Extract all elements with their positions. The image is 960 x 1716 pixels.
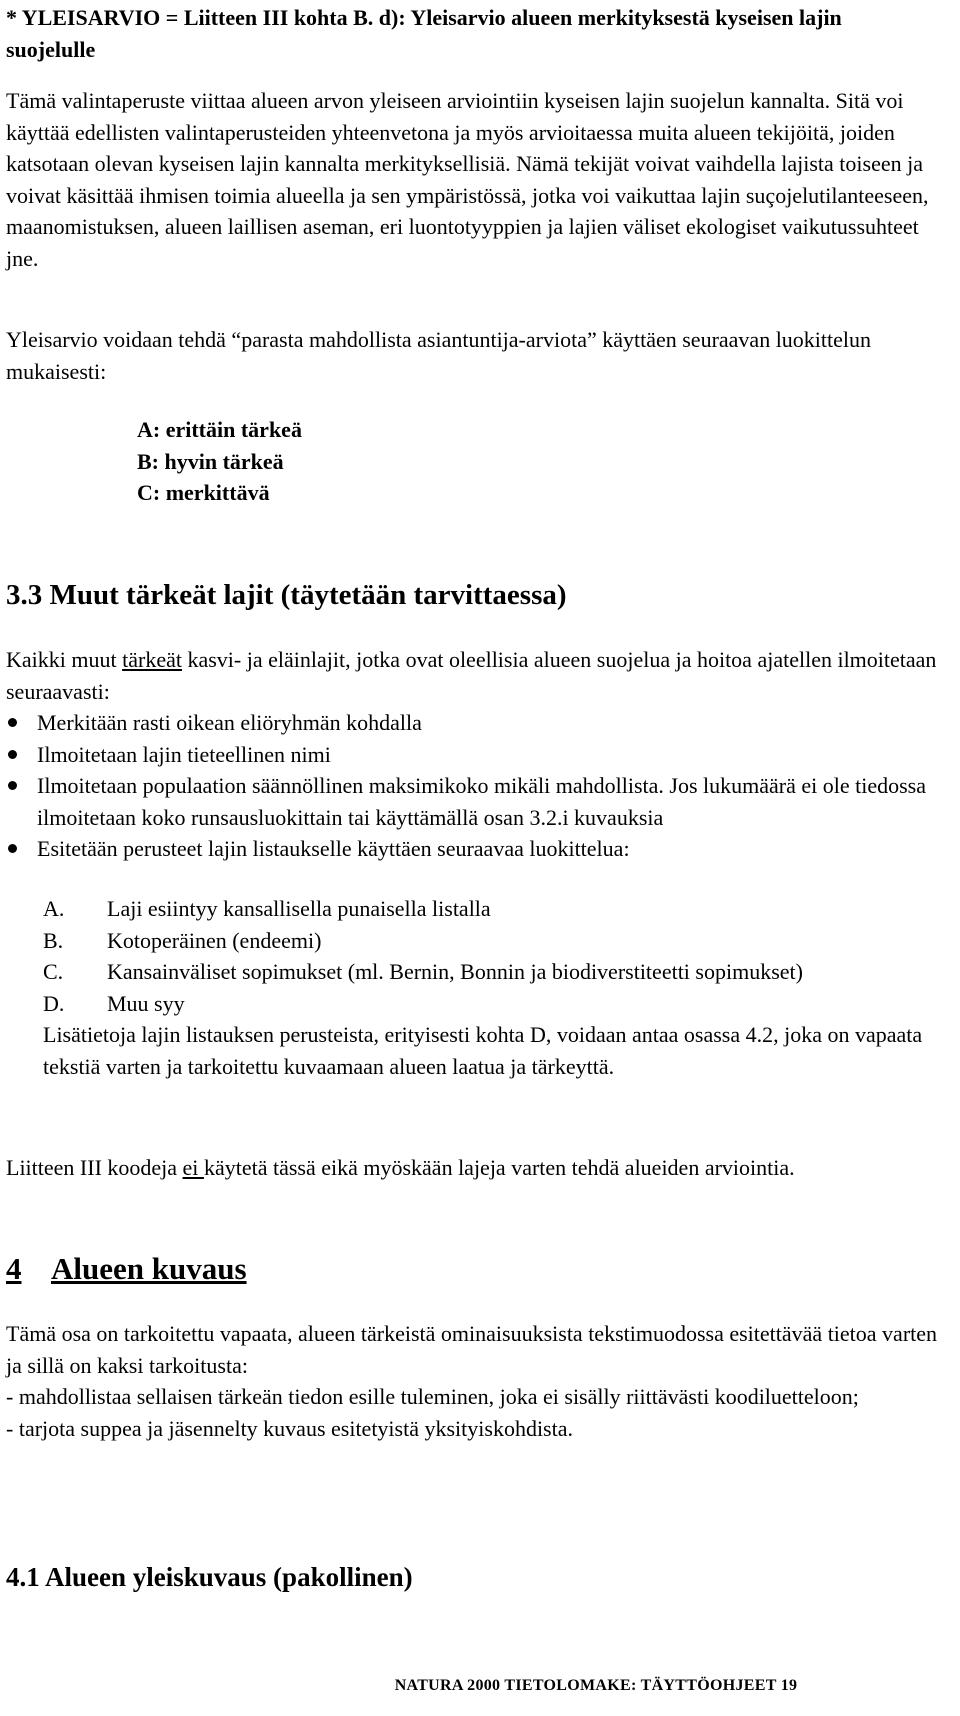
section-4-1-heading: 4.1 Alueen yleiskuvaus (pakollinen)	[6, 1562, 413, 1592]
section-4-heading	[6, 1250, 247, 1288]
closing-text-underlined: ei	[182, 1155, 204, 1180]
grade-a: A: erittäin tärkeä	[137, 417, 302, 442]
bullet-item: Ilmoitetaan populaation säännöllinen maksimikoko mikäli mahdollista. Jos lukumäärä ei ole tiedossa ilmoitetaan koko runsausluokittain tai käyttämällä osan 3.2.i kuvauksia	[6, 770, 954, 833]
closing-text-before: Liitteen III koodeja	[6, 1155, 183, 1180]
closing-text-after: käytetä tässä eikä myöskään lajeja varten tehdä alueiden arviointia.	[203, 1155, 795, 1180]
section-4-title: Alueen kuvaus	[51, 1251, 247, 1286]
section-4-body	[6, 1318, 954, 1444]
bullet-item: Merkitään rasti oikean eliöryhmän kohdalla	[6, 707, 954, 739]
criteria-extra-note: Lisätietoja lajin listauksen perusteista, erityisesti kohta D, voidaan antaa osassa 4.2, joka on vapaata tekstiä varten ja tarkoitettu kuvaamaan alueen laatua ja tärkeyttä.	[43, 1022, 923, 1079]
bullet-item: Ilmoitetaan lajin tieteellinen nimi	[6, 739, 954, 771]
criteria-letter: D.	[43, 990, 65, 1016]
section-3-3-intro	[6, 644, 954, 707]
criteria-text: Muu syy	[107, 990, 185, 1016]
criteria-letter: B.	[43, 927, 64, 953]
intro-text-after: kasvi- ja eläinlajit, jotka ovat oleellisia alueen suojelua ja hoitoa ajatellen ilmoitetaan seuraavasti:	[6, 647, 937, 704]
section-3-3-closing	[6, 1152, 886, 1184]
criteria-row-d	[6, 988, 954, 1020]
intro-paragraph: Tämä valintaperuste viittaa alueen arvon yleiseen arviointiin kyseisen lajin suojelun kannalta. Sitä voi käyttää edellisten valintaperusteiden yhteenvetona ja myös arvioitaessa muita alueen tekijöitä, joiden katsotaan olevan kyseisen lajin kannalta merkityksellisiä. Nämä tekijät voivat vaihdella lajista toiseen ja voivat käsittää ihmisen toimia alueella ja sen ympäristössä, jotka voi vaikuttaa lajin suçojelutilanteeseen, maanomistuksen, alueen laillisen aseman, eri luontotyyppien ja lajien väliset ekologiset vaikutussuhteet jne.	[6, 88, 929, 271]
section-4-paragraph: Tämä osa on tarkoitettu vapaata, alueen tärkeistä ominaisuuksista tekstimuodossa esitettävää tietoa varten ja sillä on kaksi tarkoitusta:	[6, 1321, 938, 1378]
classification-paragraph: Yleisarvio voidaan tehdä “parasta mahdollista asiantuntija-arviota” käyttäen seuraavan luokittelun mukaisesti:	[6, 327, 872, 384]
intro-text-underlined: tärkeät	[122, 647, 182, 672]
criteria-text: Kotoperäinen (endeemi)	[107, 927, 322, 953]
criteria-text: Kansainväliset sopimukset (ml. Bernin, Bonnin ja biodiverstiteetti sopimukset)	[107, 959, 803, 984]
section-4-point: - tarjota suppea ja jäsennelty kuvaus esitetyistä yksityiskohdista.	[6, 1415, 573, 1441]
grade-c: C: merkittävä	[137, 480, 270, 505]
section-4-point: - mahdollistaa sellaisen tärkeän tiedon esille tuleminen, joka ei sisälly riittävästi koodiluetteloon;	[6, 1384, 859, 1409]
criteria-row-c	[6, 956, 954, 988]
footer-text: NATURA 2000 TIETOLOMAKE: TÄYTTÖOHJEET 19	[394, 1677, 798, 1694]
criteria-row-b	[6, 925, 954, 957]
intro-text-before: Kaikki muut	[6, 647, 123, 672]
criteria-letter: A.	[43, 896, 65, 921]
criteria-row-a	[6, 893, 954, 925]
grade-b: B: hyvin tärkeä	[137, 448, 284, 474]
bullet-item	[6, 833, 954, 865]
bullet-item-text: Esitetään perusteet lajin listaukselle käyttäen seuraavaa luokittelua:	[37, 836, 630, 861]
criteria-text: Laji esiintyy kansallisella punaisella listalla	[107, 896, 491, 921]
grade-list	[137, 414, 302, 509]
criteria-list	[6, 893, 954, 1082]
criteria-letter: C.	[43, 959, 64, 984]
section-3-3-bullet-list	[6, 707, 954, 865]
page-footer	[0, 1677, 960, 1695]
section-4-number: 4	[6, 1251, 22, 1286]
section-3-3-heading: 3.3 Muut tärkeät lajit (täytetään tarvittaessa)	[6, 579, 567, 611]
intro-heading: * YLEISARVIO = Liitteen III kohta B. d): Yleisarvio alueen merkityksestä kyseisen lajin suojelulle	[6, 5, 842, 62]
